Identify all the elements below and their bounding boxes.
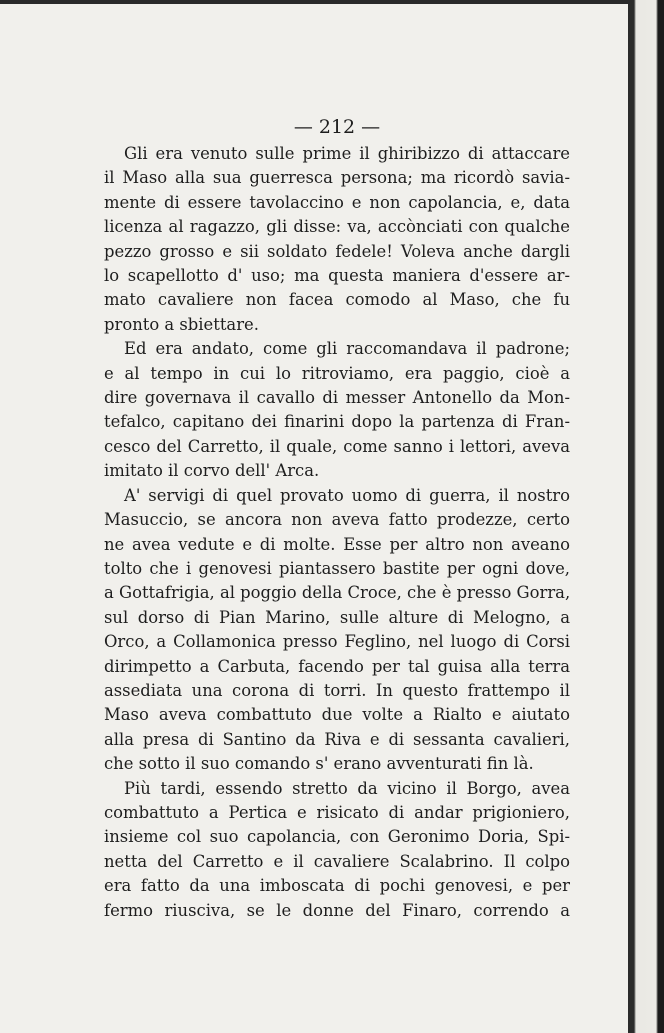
- paragraph: [104, 142, 570, 337]
- paragraph: [104, 777, 570, 923]
- text-line: alla presa di Santino da Riva e di sessanta cavalieri,: [104, 729, 570, 749]
- text-line: mato cavaliere non facea comodo al Maso, che fu: [104, 290, 570, 310]
- text-line: il Maso alla sua guerresca persona; ma ricordò savia-: [104, 168, 570, 188]
- text-line: sul dorso di Pian Marino, sulle alture di Melogno, a: [104, 607, 570, 627]
- text-line: netta del Carretto e il cavaliere Scalabrino. Il colpo: [104, 851, 570, 871]
- text-line: A' servigi di quel provato uomo di guerra, il nostro: [124, 485, 570, 505]
- text-line: assediata una corona di torri. In questo frattempo il: [104, 680, 570, 700]
- text-line: e al tempo in cui lo ritroviamo, era paggio, cioè a: [104, 363, 570, 383]
- text-line: licenza al ragazzo, gli disse: va, accònciati con qualche: [104, 217, 570, 237]
- text-line: cesco del Carretto, il quale, come sanno i lettori, aveva: [104, 436, 570, 456]
- text-line: insieme col suo capolancia, con Geronimo Doria, Spi-: [104, 827, 570, 847]
- text-line: tefalco, capitano dei finarini dopo la partenza di Fran-: [104, 412, 570, 432]
- text-line: Gli era venuto sulle prime il ghiribizzo di attaccare: [124, 144, 570, 163]
- page-number: — 212 —: [293, 116, 381, 138]
- paragraph: [104, 337, 570, 483]
- text-line: Ed era andato, come gli raccomandava il padrone;: [124, 339, 570, 359]
- text-line: lo scapellotto d' uso; ma questa maniera d'essere ar-: [104, 266, 570, 286]
- page-edge-strip: [628, 0, 664, 1033]
- text-line: Masuccio, se ancora non aveva fatto prodezze, certo: [104, 510, 570, 530]
- text-line: dirimpetto a Carbuta, facendo per tal guisa alla terra: [104, 656, 570, 676]
- text-line: mente di essere tavolaccino e non capolancia, e, data: [104, 192, 570, 212]
- text-line: che sotto il suo comando s' erano avventurati fin là.: [104, 754, 534, 774]
- text-line: tolto che i genovesi piantassero bastite per ogni dove,: [104, 558, 570, 578]
- text-line: era fatto da una imboscata di pochi genovesi, e per: [104, 876, 570, 896]
- text-line: dire governava il cavallo di messer Antonello da Mon-: [104, 388, 570, 408]
- text-line: combattuto a Pertica e risicato di andar prigioniero,: [104, 802, 570, 822]
- text-line: pronto a sbiettare.: [104, 314, 259, 334]
- text-line: Maso aveva combattuto due volte a Rialto e aiutato: [104, 705, 570, 725]
- text-line: fermo riusciva, se le donne del Finaro, correndo a: [104, 900, 570, 920]
- text-line: a Gottafrigia, al poggio della Croce, che è presso Gorra,: [104, 583, 571, 603]
- page-text: [104, 142, 570, 923]
- text-line: ne avea vedute e di molte. Esse per altro non aveano: [104, 534, 570, 554]
- text-line: Orco, a Collamonica presso Feglino, nel luogo di Corsi: [104, 632, 570, 652]
- paragraph: [104, 484, 570, 777]
- text-line: Più tardi, essendo stretto da vicino il Borgo, avea: [124, 778, 570, 798]
- text-line: pezzo grosso e sii soldato fedele! Voleva anche dargli: [104, 241, 570, 261]
- text-line: imitato il corvo dell' Arca.: [104, 461, 320, 481]
